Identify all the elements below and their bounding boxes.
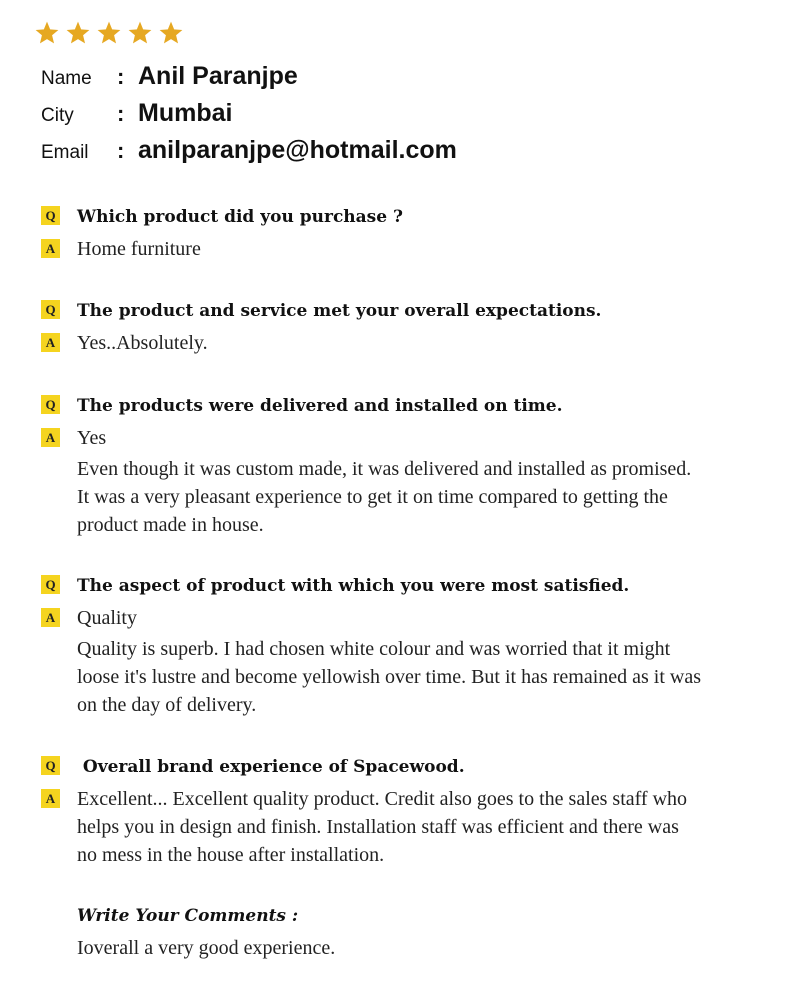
qa-item [41,204,781,263]
question-row [41,204,781,230]
star-icon [34,20,60,46]
question-row [41,754,781,780]
comments-title: Write Your Comments : [77,906,299,926]
reviewer-city: Mumbai [138,99,233,127]
answer-detail-line: Even though it was custom made, it was delivered and installed as promised. [77,458,692,480]
star-icon [96,20,122,46]
star-icon [158,20,184,46]
question-badge-icon: Q [41,575,60,594]
answer-detail [41,635,781,719]
answer-text: Yes [77,427,107,449]
question-text: The products were delivered and installed on time. [77,396,563,416]
answer-row [41,604,781,632]
star-icon [65,20,91,46]
star-rating [34,20,184,46]
answer-detail-line: loose it's lustre and become yellowish over time. But it has remained as it was [77,666,702,688]
answer-text: Quality [77,607,137,629]
answer-row [41,785,781,869]
email-colon: : [117,138,125,163]
answer-line: helps you in design and finish. Installation staff was efficient and there was [77,816,679,838]
reviewer-city-row [41,99,781,129]
answer-row [41,329,781,357]
question-row [41,393,781,419]
question-badge-icon: Q [41,206,60,225]
answer-row [41,424,781,452]
comments-section [77,903,777,962]
answer-badge-icon: A [41,428,60,447]
comments-text: Ioverall a very good experience. [77,937,336,959]
reviewer-name-row [41,62,781,92]
answer-line: no mess in the house after installation. [77,844,385,866]
name-colon: : [117,64,125,89]
answer-detail [41,455,781,539]
answer-detail-line: Quality is superb. I had chosen white colour and was worried that it might [77,638,671,660]
reviewer-email: anilparanjpe@hotmail.com [138,136,457,164]
answer-text [77,785,781,869]
answer-text: Yes..Absolutely. [77,332,208,354]
question-text: Overall brand experience of Spacewood. [77,757,465,777]
answer-detail-line: on the day of delivery. [77,694,257,716]
answer-detail-line: It was a very pleasant experience to get it on time compared to getting the [77,486,668,508]
answer-badge-icon: A [41,239,60,258]
city-colon: : [117,101,125,126]
question-badge-icon: Q [41,395,60,414]
question-text: Which product did you purchase ? [77,207,403,227]
qa-item [41,298,781,357]
answer-text: Home furniture [77,238,201,260]
name-label: Name [41,68,92,89]
question-badge-icon: Q [41,300,60,319]
star-icon [127,20,153,46]
reviewer-email-row [41,136,781,166]
email-label: Email [41,142,89,163]
answer-detail-line: product made in house. [77,514,264,536]
answer-line: Excellent... Excellent quality product. Credit also goes to the sales staff who [77,788,688,810]
answer-badge-icon: A [41,789,60,808]
reviewer-name: Anil Paranjpe [138,62,298,90]
question-text: The product and service met your overall expectations. [77,301,602,321]
qa-item [41,573,781,719]
qa-item [41,393,781,539]
question-text: The aspect of product with which you were most satisfied. [77,576,630,596]
question-badge-icon: Q [41,756,60,775]
answer-badge-icon: A [41,608,60,627]
answer-badge-icon: A [41,333,60,352]
city-label: City [41,105,74,126]
qa-item [41,754,781,869]
question-row [41,298,781,324]
question-row [41,573,781,599]
answer-row [41,235,781,263]
